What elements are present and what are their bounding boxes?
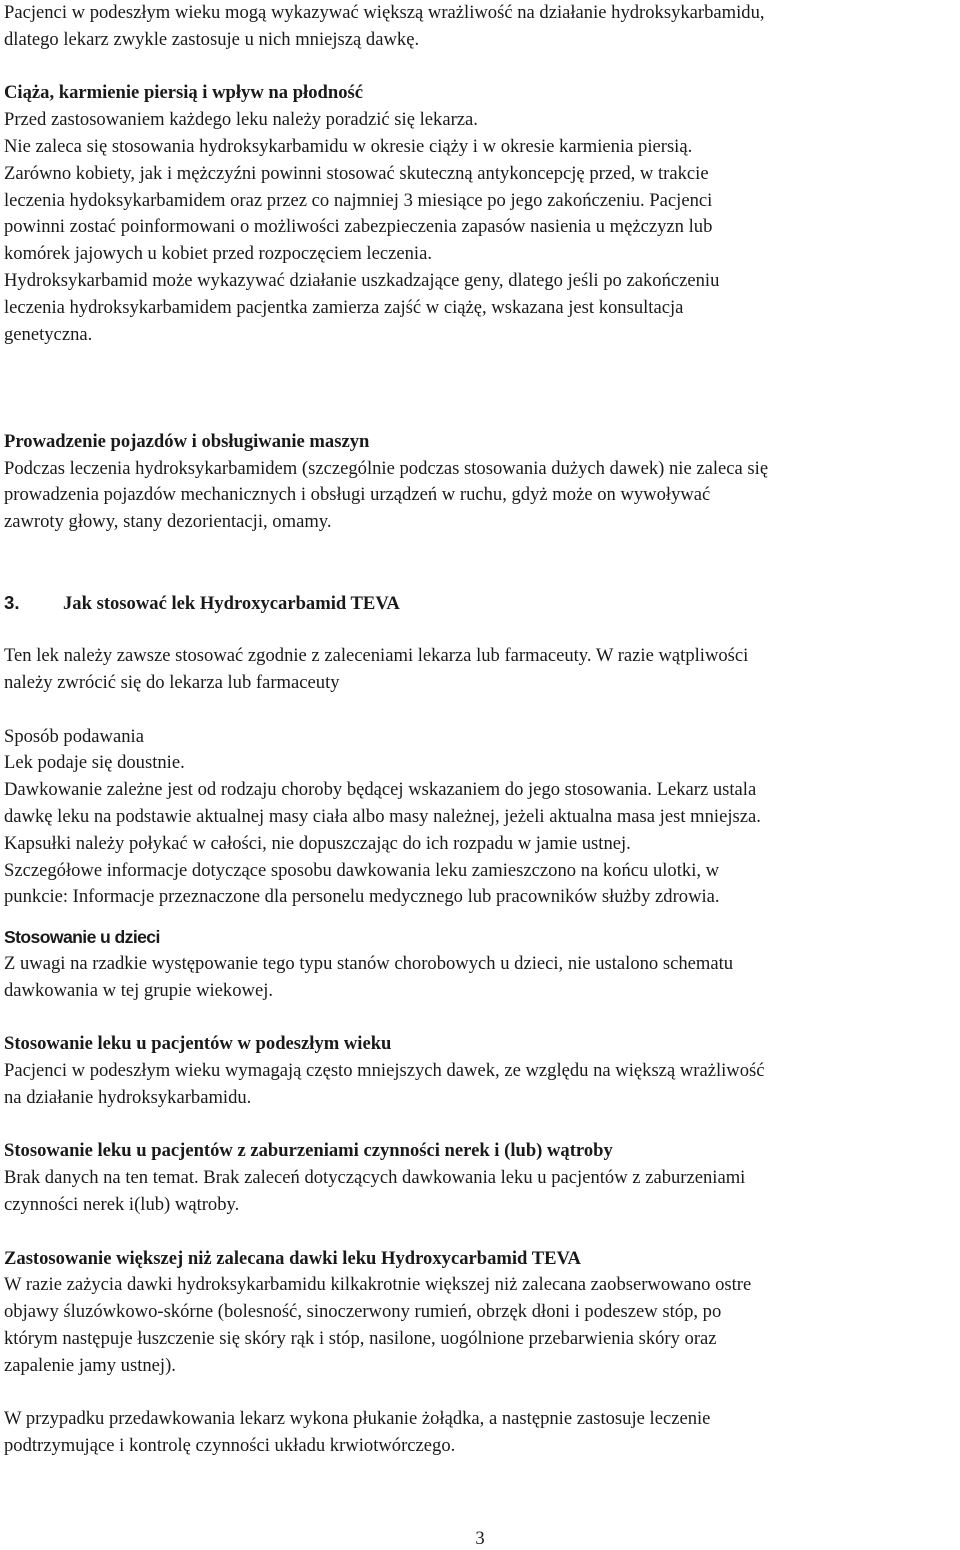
body-line: dlatego lekarz zwykle zastosuje u nich mniejszą dawkę.	[4, 28, 420, 50]
body-line: na działanie hydroksykarbamidu.	[4, 1086, 252, 1108]
body-line: Dawkowanie zależne jest od rodzaju choroby będącej wskazaniem do jego stosowania. Lekarz ustala	[4, 779, 757, 801]
body-line: należy zwrócić się do lekarza lub farmaceuty	[4, 671, 340, 693]
body-line: czynności nerek i(lub) wątroby.	[4, 1194, 240, 1216]
body-line: Przed zastosowaniem każdego leku należy poradzić się lekarza.	[4, 109, 478, 131]
body-line: Szczegółowe informacje dotyczące sposobu dawkowania leku zamieszczono na końcu ulotki, w	[4, 859, 720, 881]
heading-elderly: Stosowanie leku u pacjentów w podeszłym wieku	[4, 1033, 392, 1055]
document-body	[4, 0, 960, 1460]
body-line: Z uwagi na rzadkie występowanie tego typu stanów chorobowych u dzieci, nie ustalono schematu	[4, 952, 734, 974]
heading-children: Stosowanie u dzieci	[4, 927, 160, 948]
page-number: 3	[475, 1528, 485, 1549]
heading-pregnancy: Ciąża, karmienie piersią i wpływ na płodność	[4, 82, 363, 104]
body-line: zapalenie jamy ustnej).	[4, 1354, 176, 1376]
body-line: podtrzymujące i kontrolę czynności układu krwiotwórczego.	[4, 1435, 456, 1457]
body-line: Podczas leczenia hydroksykarbamidem (szczególnie podczas stosowania dużych dawek) nie zaleca się	[4, 457, 769, 479]
heading-renal-hepatic: Stosowanie leku u pacjentów z zaburzeniami czynności nerek i (lub) wątroby	[4, 1140, 613, 1162]
body-line: dawkowania w tej grupie wiekowej.	[4, 979, 274, 1001]
body-line: powinni zostać poinformowani o możliwości zabezpieczenia zapasów nasienia u mężczyzn lub	[4, 216, 713, 238]
body-line: prowadzenia pojazdów mechanicznych i obsługi urządzeń w ruchu, gdyż może on wywoływać	[4, 484, 711, 506]
heading-overdose: Zastosowanie większej niż zalecana dawki leku Hydroxycarbamid TEVA	[4, 1247, 581, 1269]
body-line: Hydroksykarbamid może wykazywać działanie uszkadzające geny, dlatego jeśli po zakończeniu	[4, 269, 720, 291]
body-line: dawkę leku na podstawie aktualnej masy ciała albo masy należnej, jeżeli aktualna masa jest mniejsza.	[4, 805, 761, 827]
section-3-heading	[4, 590, 960, 617]
body-line: Pacjenci w podeszłym wieku mogą wykazywać większą wrażliwość na działanie hydroksykarbamidu,	[4, 2, 765, 23]
body-line: zawroty głowy, stany dezorientacji, omamy.	[4, 511, 332, 533]
section-number: 3.	[4, 591, 20, 613]
body-line: którym następuje łuszczenie się skóry rąk i stóp, nasilone, uogólnione przebarwienia skóry oraz	[4, 1328, 717, 1350]
body-line: leczenia hydoksykarbamidem oraz przez co najmniej 3 miesiące po jego zakończeniu. Pacjenci	[4, 189, 713, 211]
body-line	[4, 348, 960, 375]
section-title: Jak stosować lek Hydroxycarbamid TEVA	[63, 592, 400, 614]
heading-administration: Sposób podawania	[4, 725, 144, 747]
body-line: Nie zaleca się stosowania hydroksykarbamidu w okresie ciąży i w okresie karmienia piersią.	[4, 135, 693, 157]
body-line: objawy śluzówkowo-skórne (bolesność, sinoczerwony rumień, obrzęk dłoni i podeszew stóp, po	[4, 1301, 722, 1323]
body-line: Zarówno kobiety, jak i mężczyźni powinni stosować skuteczną antykoncepcję przed, w trakcie	[4, 162, 709, 184]
body-line: W razie zażycia dawki hydroksykarbamidu kilkakrotnie większej niż zalecana zaobserwowano ostre	[4, 1274, 752, 1296]
heading-driving: Prowadzenie pojazdów i obsługiwanie maszyn	[4, 430, 370, 452]
body-line: Brak danych na ten temat. Brak zaleceń dotyczących dawkowania leku u pacjentów z zaburzeniami	[4, 1167, 746, 1189]
body-line: Kapsułki należy połykać w całości, nie dopuszczając do ich rozpadu w jamie ustnej.	[4, 832, 631, 854]
body-line: Pacjenci w podeszłym wieku wymagają często mniejszych dawek, ze względu na większą wrażliwość	[4, 1060, 765, 1082]
body-line	[4, 375, 960, 402]
body-line: leczenia hydroksykarbamidem pacjentka zamierza zajść w ciążę, wskazana jest konsultacja	[4, 296, 684, 318]
body-line: komórek jajowych u kobiet przed rozpoczęciem leczenia.	[4, 243, 432, 265]
body-line: punkcie: Informacje przeznaczone dla personelu medycznego lub pracowników służby zdrowia.	[4, 886, 720, 908]
body-line: Lek podaje się doustnie.	[4, 752, 185, 774]
body-line: Ten lek należy zawsze stosować zgodnie z zaleceniami lekarza lub farmaceuty. W razie wątpliwości	[4, 645, 749, 667]
body-line: genetyczna.	[4, 323, 93, 345]
body-line: W przypadku przedawkowania lekarz wykona płukanie żołądka, a następnie zastosuje leczenie	[4, 1408, 711, 1430]
